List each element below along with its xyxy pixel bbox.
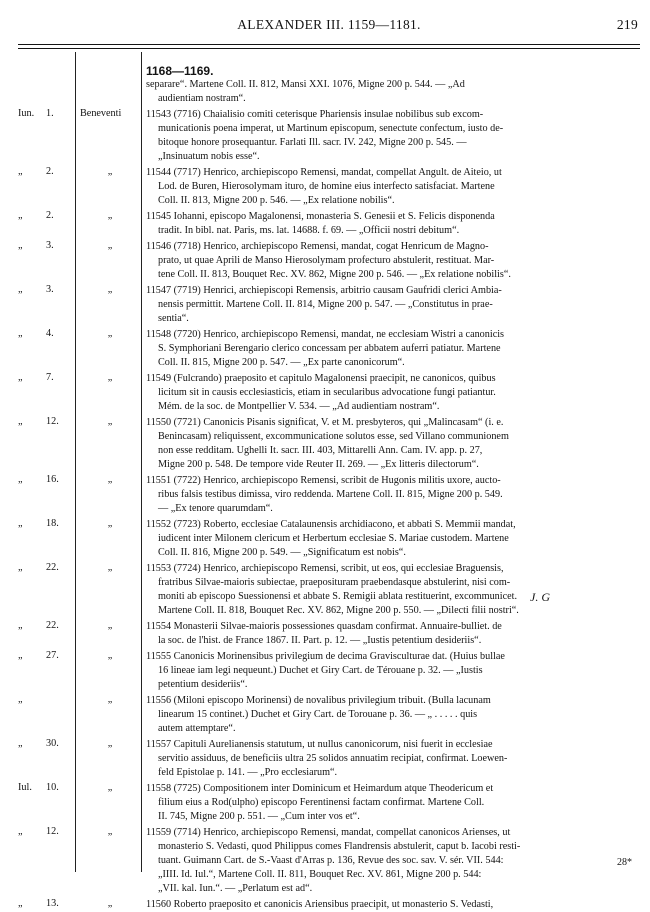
entry-line: Mém. de la soc. de Montpellier V. 534. — „Ad audientiam nostram“.	[158, 401, 440, 412]
entry-place: „	[107, 372, 113, 383]
regest-entry	[146, 782, 636, 824]
entry-line: licitum sit in causis ecclesiasticis, etiam in secularibus advocatione fungi patiantur.	[158, 387, 496, 398]
entry-day: 12.	[46, 826, 59, 837]
regest-entry	[146, 694, 636, 736]
entry-month: „	[18, 474, 23, 485]
entry-line: 11543 (7716) Chaialisio comiti ceterisque Phariensis insulae nobilibus sub excom-	[146, 109, 484, 120]
entry-line: 11551 (7722) Henrico, archiepiscopo Remensi, scribit de Hugonis militis uxore, aucto-	[146, 475, 501, 486]
entry-line: S. Symphoriani Berengario clerico concessam per abbatem auferri patiatur. Martene	[158, 343, 501, 354]
entry-day: 4.	[46, 328, 54, 339]
regest-entry	[146, 898, 636, 912]
entry-month: Iun.	[18, 108, 35, 119]
entry-month: „	[18, 738, 23, 749]
entry-day: 12.	[46, 416, 59, 427]
entry-month: „	[18, 518, 23, 529]
entry-place: „	[107, 166, 113, 177]
entry-line: Benincasam) reliquissent, excommunicatione solutos esse, sed Villano communionem	[158, 431, 509, 442]
intro-line: separare“. Martene Coll. II. 812, Mansi XXI. 1076, Migne 200 p. 544. — „Ad	[146, 79, 465, 90]
entry-line: prato, ut quae Aprili de Manso Hierosolymam profecturo abstulerit, restituat. Mar-	[158, 255, 495, 266]
entry-line: 11554 Monasterii Silvae-maioris possessiones quasdam confirmat. Annuaire-bulliet. de	[146, 621, 502, 632]
entry-line: Coll. II. 815, Migne 200 p. 547. — „Ex parte canonicorum“.	[158, 357, 405, 368]
entry-month: „	[18, 166, 23, 177]
entry-line: non esse redditam. Ughelli It. sacr. III. 403, Mittarelli Ann. Cam. IV. app. p. 27,	[158, 445, 483, 456]
entry-day: 18.	[46, 518, 59, 529]
entry-line: 11552 (7723) Roberto, ecclesiae Catalaunensis archidiacono, et abbati S. Memmii mandat,	[146, 519, 516, 530]
entry-line: nensis permittit. Martene Coll. II. 814, Migne 200 p. 547. — „Constitutus in prae-	[158, 299, 493, 310]
entry-place: „	[107, 518, 113, 529]
entry-line: la soc. de l'hist. de France 1867. II. Part. p. 12. — „Iustis petentium desideriis“.	[158, 635, 482, 646]
entry-line: „Insinuatum nobis esse“.	[158, 151, 260, 162]
entry-line: II. 745, Migne 200 p. 551. — „Cum inter vos et“.	[158, 811, 360, 822]
running-header	[18, 14, 640, 36]
regest-entry	[146, 240, 636, 282]
regest-entry	[146, 328, 636, 370]
entry-line: 11544 (7717) Henrico, archiepiscopo Remensi, mandat, compellat Angult. de Aiteio, ut	[146, 167, 502, 178]
year-heading: 1168—1169.	[146, 64, 214, 78]
header-title: ALEXANDER III. 1159—1181.	[237, 17, 421, 32]
entry-line: 11555 Canonicis Morinensibus privilegium de decima Gravisculturae dat. (Huius bullae	[146, 651, 505, 662]
regest-entry	[146, 474, 636, 516]
regest-entry	[146, 284, 636, 326]
entry-line: petentium desideriis“.	[158, 679, 248, 690]
entry-place: „	[107, 240, 113, 251]
entry-line: tradit. In bibl. nat. Paris, ms. lat. 14688. f. 69. — „Officii nostri debitum“.	[158, 225, 460, 236]
entry-place: „	[107, 284, 113, 295]
entry-line: servitio assiduus, de beneficiis ultra 25 solidos annuatim recipiat, confirmat. Loewen-	[158, 753, 508, 764]
header-rule-thick	[18, 44, 640, 45]
signature-mark: 28*	[617, 857, 632, 868]
entry-place: „	[107, 562, 113, 573]
entry-line: 11559 (7714) Henrico, archiepiscopo Remensi, mandat, compellat canonicos Arienses, ut	[146, 827, 511, 838]
regest-entry	[146, 650, 636, 692]
entry-month: Iul.	[18, 782, 32, 793]
entry-month: „	[18, 284, 23, 295]
entry-place: „	[107, 738, 113, 749]
entry-day: 16.	[46, 474, 59, 485]
entry-month: „	[18, 372, 23, 383]
entry-place: Beneventi	[80, 108, 122, 119]
entry-month: „	[18, 562, 23, 573]
column-divider-place	[141, 52, 142, 872]
entry-day: 10.	[46, 782, 59, 793]
entry-day: 22.	[46, 562, 59, 573]
entry-line: Martene Coll. II. 818, Bouquet Rec. XV. 862, Migne 200 p. 550. — „Dilecti filii nostri“.	[158, 605, 519, 616]
entry-line: 11558 (7725) Compositionem inter Dominicum et Heimardum atque Theodericum et	[146, 783, 494, 794]
entry-line: 11560 Roberto praeposito et canonicis Ariensibus praecipit, ut monasterio S. Vedasti,	[146, 899, 494, 910]
entry-line: „VII. kal. Iun.“. — „Perlatum est ad“.	[158, 883, 313, 894]
regest-entry	[146, 518, 636, 560]
entry-line: 11556 (Miloni episcopo Morinensi) de novalibus privilegium tribuit. (Bulla lacunam	[146, 695, 491, 706]
entry-line: monasterio S. Vedasti, quod Philippus comes Flandrensis abstulerit, caput b. Iacobi resti-	[158, 841, 521, 852]
entry-line: 11549 (Fulcrando) praeposito et capitulo Magalonensi praecipit, ne canonicos, quibus	[146, 373, 496, 384]
entry-line: moniti ab episcopo Suessionensi et abbate S. Remigii ablata restituerint, excommunicet.	[158, 591, 518, 602]
regest-entry	[146, 562, 636, 618]
entry-month: „	[18, 694, 23, 705]
entry-line: municationis poena imperat, ut Martinum episcopum, senectute confectum, iusto de-	[158, 123, 504, 134]
entry-day: 22.	[46, 620, 59, 631]
entry-day: 30.	[46, 738, 59, 749]
entry-day: 27.	[46, 650, 59, 661]
entry-month: „	[18, 650, 23, 661]
regest-entry	[146, 210, 636, 238]
intro-text	[146, 78, 636, 106]
regest-entry	[146, 372, 636, 414]
regest-entry	[146, 738, 636, 780]
entry-day: 2.	[46, 210, 54, 221]
intro-line: audientiam nostram“.	[158, 93, 246, 104]
entry-line: iudicent inter Milonem clericum et Herbertum ecclesiae S. Mariae custodem. Martene	[158, 533, 509, 544]
entry-line: Coll. II. 816, Migne 200 p. 549. — „Significatum est nobis“.	[158, 547, 406, 558]
entry-line: bitoque honore prosequantur. Farlati Ill. sacr. IV. 242, Migne 200 p. 545. —	[158, 137, 467, 148]
entry-month: „	[18, 620, 23, 631]
entry-place: „	[107, 416, 113, 427]
entry-line: 11553 (7724) Henrico, archiepiscopo Remensi, scribit, ut eos, qui ecclesiae Braguensis,	[146, 563, 504, 574]
entry-line: 11546 (7718) Henrico, archiepiscopo Remensi, mandat, cogat Henricum de Magno-	[146, 241, 489, 252]
regest-entry	[146, 416, 636, 472]
entry-line: 11545 Iohanni, episcopo Magalonensi, monasteria S. Genesii et S. Felicis disponenda	[146, 211, 495, 222]
entry-day: 2.	[46, 166, 54, 177]
entry-month: „	[18, 898, 23, 909]
entry-line: 11550 (7721) Canonicis Pisanis significat, V. et M. presbyteros, qui „Malincasam“ (i. e.	[146, 417, 504, 428]
entry-line: Coll. II. 813, Migne 200 p. 546. — „Ex relatione nobilis“.	[158, 195, 395, 206]
entry-day: 3.	[46, 284, 54, 295]
entry-day: 7.	[46, 372, 54, 383]
entry-place: „	[107, 210, 113, 221]
entry-line: ribus falsis testibus dimissa, viro reddenda. Martene Coll. II. 815, Migne 200 p. 549.	[158, 489, 503, 500]
entry-place: „	[107, 826, 113, 837]
entry-line: 11557 Capituli Aurelianensis statutum, ut nullus canonicorum, nisi fuerit in ecclesiae	[146, 739, 493, 750]
entry-line: 11547 (7719) Henrici, archiepiscopi Remensis, arbitrio causam Gaufridi clerici Ambia-	[146, 285, 502, 296]
entry-day: 1.	[46, 108, 54, 119]
entry-place: „	[107, 620, 113, 631]
entry-line: tuant. Guimann Cart. de S.-Vaast d'Arras p. 136, Revue des soc. sav. V. sér. VII. 544:	[158, 855, 504, 866]
entry-line: feld Epistolae p. 141. — „Pro ecclesiarum“.	[158, 767, 338, 778]
entry-day: 13.	[46, 898, 59, 909]
regest-entry	[146, 108, 636, 164]
entry-line: Migne 200 p. 548. De tempore vide Reuter II. 269. — „Ex litteris dilectorum“.	[158, 459, 479, 470]
entry-line: — „Ex tenore quarumdam“.	[158, 503, 273, 514]
entry-line: „IIII. Id. Iul.“, Martene Coll. II. 811, Bouquet Rec. XV. 861, Migne 200 p. 544:	[158, 869, 482, 880]
entry-line: autem attemptare“.	[158, 723, 236, 734]
entry-month: „	[18, 240, 23, 251]
regest-entry	[146, 620, 636, 648]
entry-line: Lod. de Buren, Hierosolymam ituro, de homine eius interfecto satisfaciat. Martene	[158, 181, 495, 192]
entry-line: 16 lineae iam legi nequeunt.) Duchet et Giry Cart. de Térouane p. 32. — „Iustis	[158, 665, 483, 676]
entry-month: „	[18, 826, 23, 837]
entry-line: fratribus Silvae-maioris subiectae, praeposituram praebendasque abstulerint, nisi com-	[158, 577, 511, 588]
regest-entry	[146, 166, 636, 208]
entry-place: „	[107, 650, 113, 661]
column-divider-date	[75, 52, 76, 872]
entry-place: „	[107, 782, 113, 793]
entry-month: „	[18, 416, 23, 427]
header-rule-thin	[18, 48, 640, 49]
page-number: 219	[616, 17, 638, 32]
entry-place: „	[107, 898, 113, 909]
entry-line: sentia“.	[158, 313, 189, 324]
entry-month: „	[18, 328, 23, 339]
entry-place: „	[107, 474, 113, 485]
regest-entry	[146, 826, 636, 896]
entry-line: linearum 15 continet.) Duchet et Giry Cart. de Torouane p. 36. — „ . . . . . quis	[158, 709, 478, 720]
entry-line: 11548 (7720) Henrico, archiepiscopo Remensi, mandat, ne ecclesiam Wistri a canonicis	[146, 329, 505, 340]
entry-month: „	[18, 210, 23, 221]
entry-line: tene Coll. II. 813, Bouquet Rec. XV. 862, Migne 200 p. 546. — „Ex relatione nobilis“.	[158, 269, 511, 280]
entry-day: 3.	[46, 240, 54, 251]
entry-place: „	[107, 328, 113, 339]
margin-handwritten-note: J. G	[530, 590, 550, 604]
entry-line: filium eius a Rod(ulpho) episcopo Ferentinensi factam confirmat. Martene Coll.	[158, 797, 485, 808]
entry-place: „	[107, 694, 113, 705]
